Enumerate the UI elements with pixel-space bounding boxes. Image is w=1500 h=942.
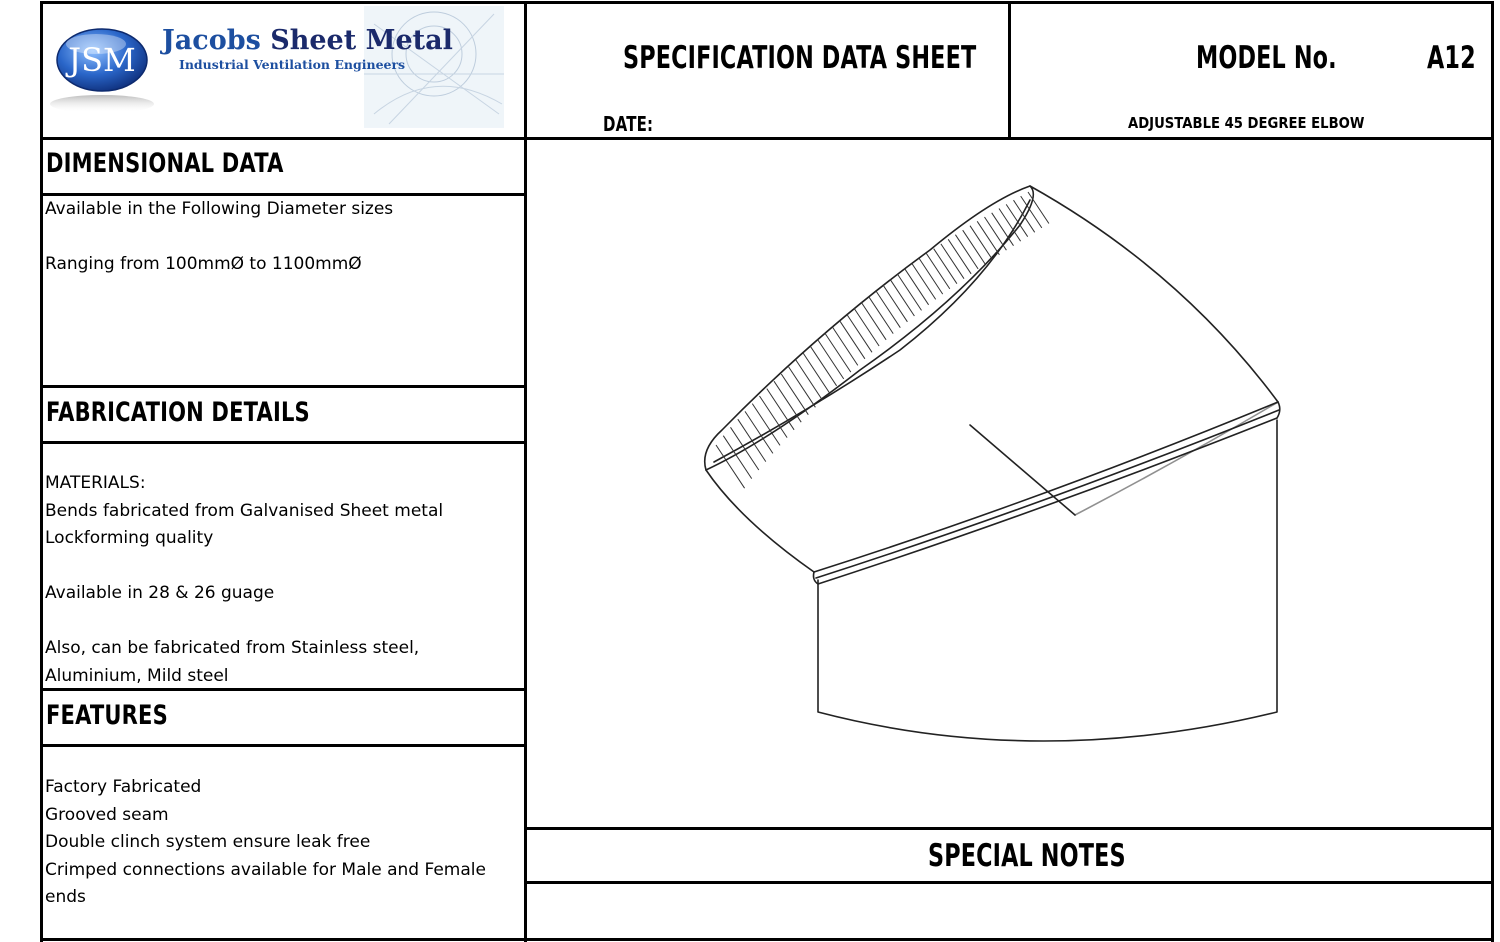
company-logo — [44, 4, 522, 136]
page-title: SPECIFICATION DATA SHEET — [623, 40, 977, 76]
hatch-line — [847, 314, 872, 352]
hatch-line — [810, 346, 836, 386]
dimensional-text — [45, 196, 393, 279]
elbow-drawing — [524, 140, 1494, 830]
fabrication-line: Aluminium, Mild steel — [45, 665, 229, 686]
dimensional-line — [45, 224, 393, 252]
features-heading: FEATURES — [46, 700, 168, 731]
hatch-line — [767, 389, 794, 430]
hatch-line — [781, 374, 808, 415]
model-value: A12 — [1427, 40, 1476, 76]
divider-header-2 — [1008, 1, 1011, 139]
elbow-lower-body — [818, 420, 1277, 741]
hatch-line — [890, 279, 914, 316]
hatch-line — [941, 244, 964, 279]
hatch-line — [803, 353, 829, 393]
hatch-line — [948, 239, 971, 273]
hatch-line — [825, 333, 851, 372]
features-line: Grooved seam — [45, 804, 169, 825]
features-line: ends — [45, 887, 86, 907]
fabrication-line: Bends fabricated from Galvanised Sheet metal — [45, 500, 444, 521]
hatch-line — [926, 254, 949, 289]
dimensional-line: Ranging from 100mmØ to 1100mmØ — [45, 254, 362, 274]
company-name-part2: Sheet Metal — [270, 25, 453, 56]
hatch-line — [774, 381, 801, 422]
hatch-line — [868, 296, 893, 333]
svg-text:JSM: JSM — [68, 41, 136, 79]
hatch-line — [919, 259, 943, 295]
fabrication-line: Lockforming quality — [45, 528, 214, 548]
features-text — [45, 774, 486, 912]
special-notes-heading: SPECIAL NOTES — [928, 838, 1126, 874]
hatch-line — [955, 235, 978, 269]
fabrication-heading: FABRICATION DETAILS — [46, 397, 310, 428]
hatch-line — [977, 221, 999, 255]
hatch-line — [876, 290, 901, 327]
hatch-line — [970, 226, 992, 260]
border-left — [40, 1, 43, 942]
hatch-line — [796, 360, 823, 400]
company-tagline: Industrial Ventilation Engineers — [179, 57, 406, 72]
features-line: Factory Fabricated — [45, 777, 202, 797]
fabrication-heading-line — [40, 441, 527, 444]
features-line: Double clinch system ensure leak free — [45, 832, 371, 852]
hatch-line — [905, 269, 929, 305]
fabrication-line: Also, can be fabricated from Stainless steel, — [45, 638, 420, 658]
product-name: ADJUSTABLE 45 DEGREE ELBOW — [1128, 114, 1365, 132]
hatch-line — [818, 340, 844, 379]
hatch-line — [1028, 192, 1049, 224]
model-label: MODEL No. — [1196, 40, 1337, 76]
hatch-line — [839, 320, 865, 359]
dimensional-line: Available in the Following Diameter sizes — [45, 199, 394, 219]
features-line: Crimped connections available for Male and Female — [45, 859, 486, 880]
hatch-line — [731, 427, 759, 470]
hatch-line — [832, 327, 858, 366]
hatch-line — [897, 274, 921, 310]
hatch-line — [963, 230, 986, 264]
elbow-hatching — [716, 192, 1049, 488]
company-name-part1: Jacobs — [162, 25, 261, 56]
fabrication-text — [45, 470, 443, 690]
hatch-line — [854, 308, 879, 346]
elbow-upper-opening — [705, 186, 1034, 470]
border-bottom — [40, 938, 1494, 941]
hatch-line — [738, 419, 766, 461]
features-heading-line — [40, 744, 527, 747]
special-notes-line — [524, 881, 1494, 884]
dimensional-heading: DIMENSIONAL DATA — [46, 148, 284, 179]
hatch-line — [723, 436, 751, 479]
fabrication-line — [45, 608, 443, 636]
hatch-line — [934, 249, 957, 284]
hatch-line — [992, 213, 1014, 246]
date-label: DATE: — [603, 112, 654, 136]
hatch-line — [883, 285, 908, 322]
elbow-mid-right — [1030, 186, 1278, 402]
fabrication-line: MATERIALS: — [45, 473, 146, 493]
hatch-line — [912, 264, 936, 300]
fabrication-line — [45, 553, 443, 581]
hatch-line — [789, 367, 816, 407]
fabrication-line: Available in 28 & 26 guage — [45, 583, 275, 603]
elbow-lower-seam — [814, 402, 1278, 572]
elbow-mid-left — [706, 470, 814, 572]
dimensional-bottom-line — [40, 385, 527, 388]
hatch-line — [985, 217, 1007, 250]
hatch-line — [861, 302, 886, 340]
